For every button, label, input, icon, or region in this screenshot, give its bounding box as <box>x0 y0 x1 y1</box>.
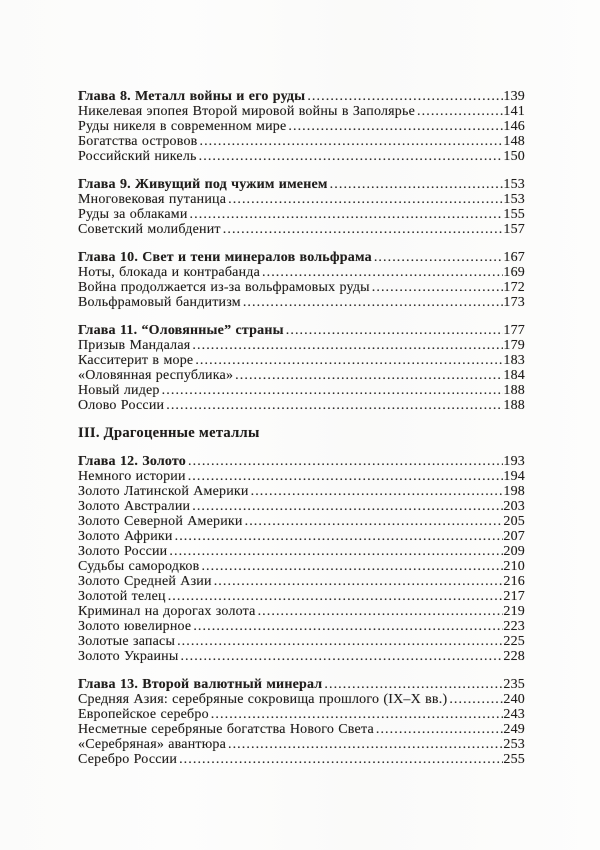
toc-entry-title: Золото Латинской Америки <box>78 484 249 499</box>
toc-page-number: 188 <box>503 398 525 413</box>
toc-page-number: 223 <box>503 619 525 634</box>
toc-entry-title: Серебро России <box>78 752 178 767</box>
toc-entry-title: Ноты, блокада и контрабанда <box>78 265 260 280</box>
toc-chapter-row <box>78 677 525 692</box>
toc-entry-title: Немного истории <box>78 469 186 484</box>
toc-page-number: 255 <box>503 752 525 767</box>
toc-chapter-row <box>78 323 525 338</box>
toc-entry-title: Олово России <box>78 398 165 413</box>
toc-page-number: 235 <box>503 677 525 692</box>
dot-leader <box>188 469 504 484</box>
dot-leader <box>307 89 503 104</box>
toc-entry-title: Никелевая эпопея Второй мировой войны в Заполярье <box>78 104 416 119</box>
dot-leader <box>188 454 503 469</box>
toc-page-number: 249 <box>503 722 525 737</box>
dot-leader <box>168 589 504 604</box>
dot-leader <box>162 383 504 398</box>
dot-leader <box>192 499 503 514</box>
toc-page-number: 198 <box>503 484 525 499</box>
toc-entry-row <box>78 589 525 604</box>
toc-entry-row <box>78 574 525 589</box>
toc-entry-title: «Серебряная» авантюра <box>78 737 226 752</box>
dot-leader <box>374 250 504 265</box>
toc-entry-title: Призыв Мандалая <box>78 338 191 353</box>
dot-leader <box>179 752 503 767</box>
toc-entry-title: Золотые запасы <box>78 634 176 649</box>
dot-leader <box>166 398 503 413</box>
dot-leader <box>243 295 504 310</box>
toc-page-number: 183 <box>503 353 525 368</box>
toc-entry-row <box>78 619 525 634</box>
table-of-contents <box>78 89 525 767</box>
toc-page-number: 179 <box>503 338 525 353</box>
dot-leader <box>251 484 504 499</box>
toc-page-number: 240 <box>503 692 525 707</box>
toc-entry-row <box>78 752 525 767</box>
toc-page-number: 139 <box>503 89 525 104</box>
toc-chapter-row <box>78 250 525 265</box>
toc-entry-row <box>78 484 525 499</box>
toc-page-number: 167 <box>503 250 525 265</box>
toc-entry-row <box>78 192 525 207</box>
toc-entry-row <box>78 383 525 398</box>
toc-entry-title: Многовековая путаница <box>78 192 227 207</box>
toc-entry-title: Руды за облаками <box>78 207 188 222</box>
dot-leader <box>175 529 504 544</box>
toc-page-number: 194 <box>503 469 525 484</box>
dot-leader <box>195 353 503 368</box>
dot-leader <box>192 338 503 353</box>
toc-entry-title: Касситерит в море <box>78 353 194 368</box>
dot-leader <box>330 177 504 192</box>
dot-leader <box>376 722 504 737</box>
toc-entry-title: Судьбы самородков <box>78 559 200 574</box>
toc-entry-title: Война продолжается из-за вольфрамовых руды <box>78 280 370 295</box>
toc-page-number: 216 <box>503 574 525 589</box>
toc-entry-row <box>78 222 525 237</box>
part-heading: III. Драгоценные металлы <box>78 425 260 441</box>
toc-entry-row <box>78 469 525 484</box>
toc-entry-row <box>78 134 525 149</box>
dot-leader <box>199 134 503 149</box>
toc-entry-row <box>78 104 525 119</box>
toc-page-number: 188 <box>503 383 525 398</box>
toc-entry-row <box>78 119 525 134</box>
dot-leader <box>245 514 504 529</box>
toc-entry-row <box>78 707 525 722</box>
toc-chapter-row <box>78 89 525 104</box>
toc-page-number: 157 <box>503 222 525 237</box>
toc-entry-row <box>78 634 525 649</box>
dot-leader <box>235 368 503 383</box>
dot-leader <box>169 544 503 559</box>
dot-leader <box>201 559 503 574</box>
toc-page-number: 207 <box>503 529 525 544</box>
dot-leader <box>372 280 504 295</box>
toc-entry-title: Глава 9. Живущий под чужим именем <box>78 177 328 192</box>
dot-leader <box>211 707 504 722</box>
toc-entry-title: Криминал на дорогах золота <box>78 604 256 619</box>
toc-page-number: 203 <box>503 499 525 514</box>
toc-entry-row <box>78 265 525 280</box>
dot-leader <box>258 604 504 619</box>
toc-entry-row <box>78 368 525 383</box>
toc-entry-title: Новый лидер <box>78 383 160 398</box>
toc-entry-title: Российский никель <box>78 149 197 164</box>
dot-leader <box>193 619 503 634</box>
toc-entry-row <box>78 499 525 514</box>
toc-page-number: 225 <box>503 634 525 649</box>
dot-leader <box>214 574 504 589</box>
toc-chapter-section <box>78 677 525 767</box>
toc-entry-row <box>78 692 525 707</box>
toc-chapter-section <box>78 454 525 664</box>
toc-page-number: 184 <box>503 368 525 383</box>
toc-page-number: 209 <box>503 544 525 559</box>
dot-leader <box>228 192 503 207</box>
toc-entry-title: Советский молибденит <box>78 222 221 237</box>
toc-page-number: 228 <box>503 649 525 664</box>
toc-chapter-section <box>78 89 525 164</box>
toc-entry-title: Золото России <box>78 544 168 559</box>
toc-page-number: 210 <box>503 559 525 574</box>
toc-entry-row <box>78 559 525 574</box>
toc-entry-row <box>78 604 525 619</box>
toc-page-number: 219 <box>503 604 525 619</box>
toc-entry-row <box>78 398 525 413</box>
dot-leader <box>417 104 503 119</box>
toc-entry-title: Глава 10. Свет и тени минералов вольфрама <box>78 250 372 265</box>
toc-entry-row <box>78 529 525 544</box>
toc-entry-title: Глава 12. Золото <box>78 454 187 469</box>
dot-leader <box>288 119 503 134</box>
dot-leader <box>177 634 503 649</box>
toc-entry-title: Золото Украины <box>78 649 179 664</box>
toc-entry-title: Золотой телец <box>78 589 166 604</box>
toc-entry-title: Золото Австралии <box>78 499 191 514</box>
dot-leader <box>180 649 503 664</box>
toc-entry-row <box>78 338 525 353</box>
toc-page-number: 205 <box>503 514 525 529</box>
toc-page-number: 153 <box>503 177 525 192</box>
toc-entry-title: Богатства островов <box>78 134 198 149</box>
dot-leader <box>262 265 503 280</box>
toc-page-number: 148 <box>503 134 525 149</box>
toc-entry-row <box>78 353 525 368</box>
toc-chapter-section <box>78 250 525 310</box>
toc-entry-row <box>78 737 525 752</box>
toc-entry-row <box>78 514 525 529</box>
toc-page-number: 193 <box>503 454 525 469</box>
toc-page-number: 177 <box>503 323 525 338</box>
toc-entry-title: Золото Африки <box>78 529 173 544</box>
toc-entry-title: Европейское серебро <box>78 707 209 722</box>
toc-part-section <box>78 426 525 441</box>
dot-leader <box>228 737 503 752</box>
toc-entry-title: Вольфрамовый бандитизм <box>78 295 241 310</box>
toc-entry-title: Глава 13. Второй валютный минерал <box>78 677 323 692</box>
toc-entry-title: Несметные серебряные богатства Нового Света <box>78 722 374 737</box>
toc-page-number: 173 <box>503 295 525 310</box>
toc-page-number: 153 <box>503 192 525 207</box>
toc-entry-row <box>78 544 525 559</box>
toc-page-number: 155 <box>503 207 525 222</box>
toc-chapter-section <box>78 177 525 237</box>
dot-leader <box>449 692 503 707</box>
toc-page-number: 141 <box>503 104 525 119</box>
toc-page-number: 169 <box>503 265 525 280</box>
toc-entry-row <box>78 207 525 222</box>
toc-entry-title: Средняя Азия: серебряные сокровища прошлого (IX–X вв.) <box>78 692 448 707</box>
toc-page-number: 243 <box>503 707 525 722</box>
toc-chapter-row <box>78 177 525 192</box>
toc-entry-row <box>78 722 525 737</box>
toc-entry-row <box>78 149 525 164</box>
toc-entry-row <box>78 295 525 310</box>
toc-entry-title: Глава 11. “Оловянные” страны <box>78 323 284 338</box>
dot-leader <box>190 207 504 222</box>
toc-entry-title: Золото Средней Азии <box>78 574 212 589</box>
toc-entry-title: Глава 8. Металл войны и его руды <box>78 89 306 104</box>
toc-page-number: 146 <box>503 119 525 134</box>
toc-page-number: 217 <box>503 589 525 604</box>
toc-page-number: 172 <box>503 280 525 295</box>
toc-entry-title: Золото ювелирное <box>78 619 192 634</box>
toc-chapter-section <box>78 323 525 413</box>
toc-entry-title: Золото Северной Америки <box>78 514 243 529</box>
toc-page-number: 253 <box>503 737 525 752</box>
toc-entry-row <box>78 649 525 664</box>
toc-entry-row <box>78 280 525 295</box>
toc-chapter-row <box>78 454 525 469</box>
toc-page-number: 150 <box>503 149 525 164</box>
dot-leader <box>223 222 504 237</box>
toc-entry-title: Руды никеля в современном мире <box>78 119 287 134</box>
toc-entry-title: «Оловянная республика» <box>78 368 234 383</box>
dot-leader <box>199 149 504 164</box>
dot-leader <box>324 677 503 692</box>
dot-leader <box>286 323 504 338</box>
